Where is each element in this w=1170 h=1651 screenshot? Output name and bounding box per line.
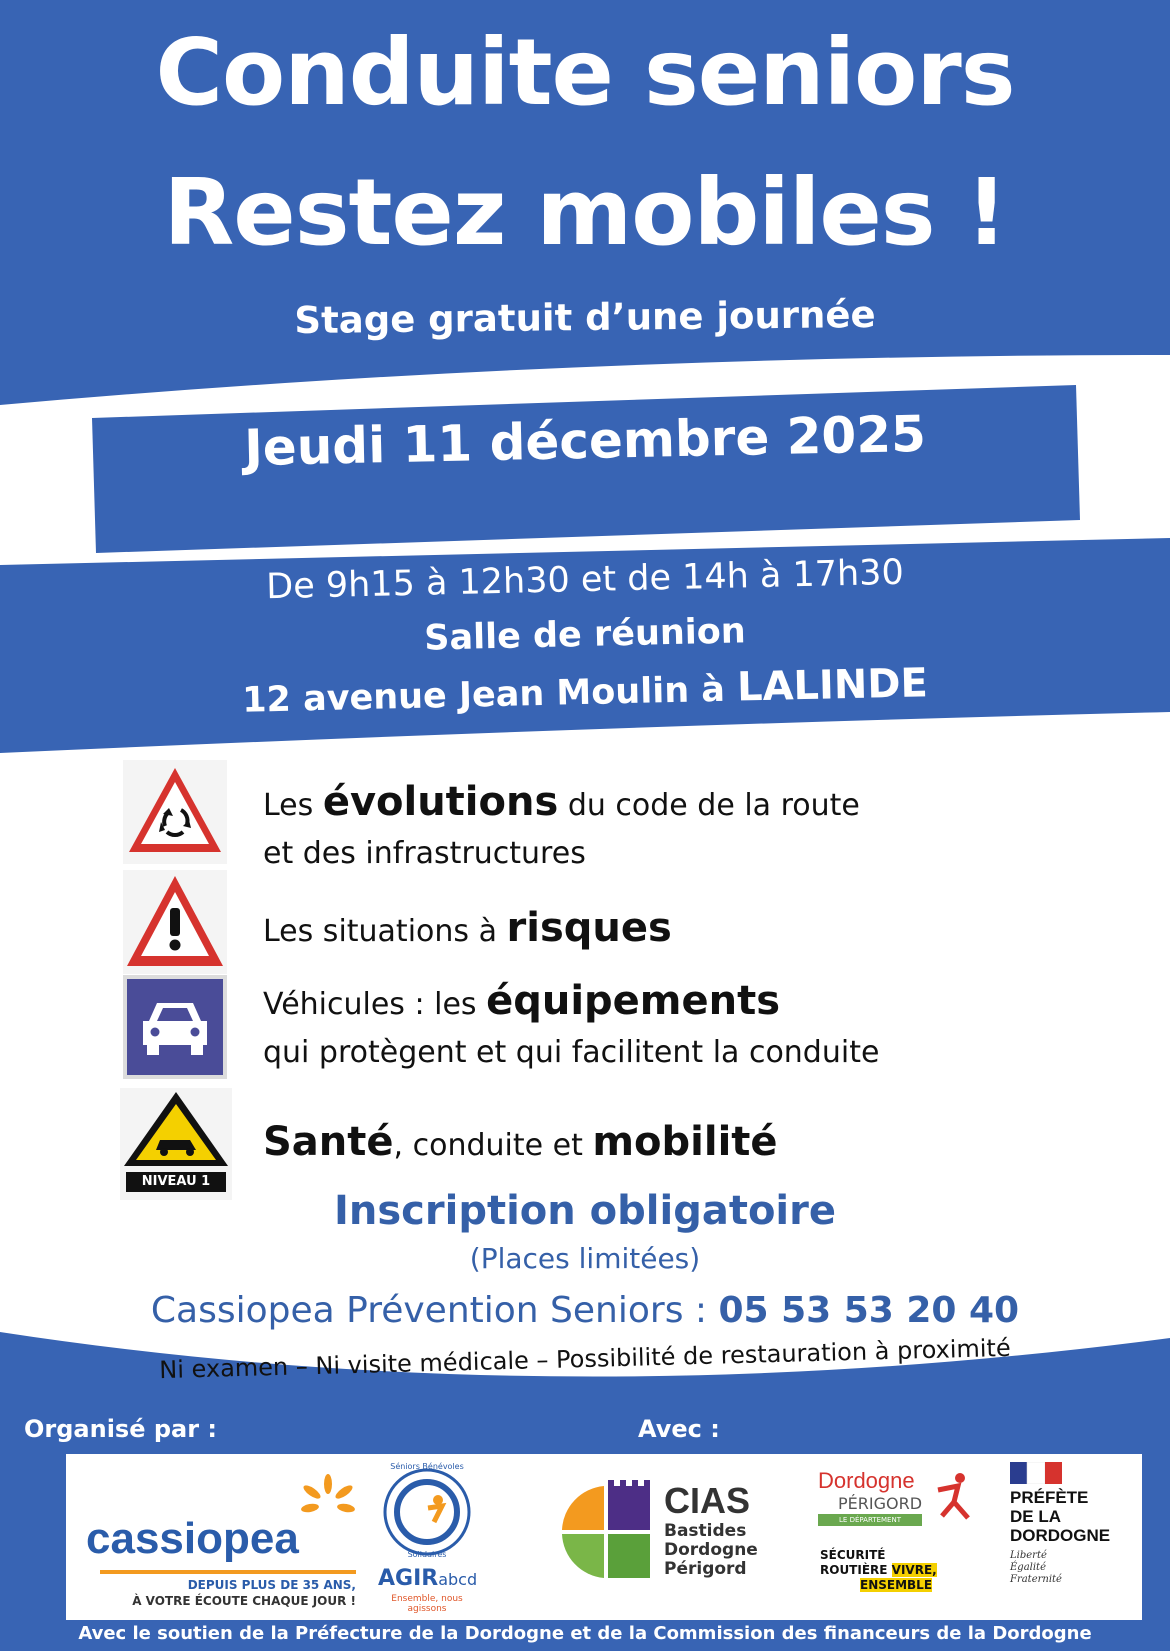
- limited-places: (Places limitées): [469, 1242, 701, 1275]
- niveau-label: NIVEAU 1: [126, 1172, 226, 1192]
- republic-motto: Liberté Égalité Fraternité: [1010, 1550, 1062, 1585]
- partner-logos: [66, 1454, 1142, 1620]
- contact-phone: 05 53 53 20 40: [718, 1290, 1020, 1331]
- agir-ring-bottom: Solidaires: [407, 1550, 447, 1559]
- with-label: Avec :: [638, 1415, 720, 1443]
- cassiopea-underline: [100, 1570, 356, 1574]
- footer-support: Avec le soutien de la Préfecture de la Dordogne et de la Commission des financeurs de la Dordogne: [78, 1623, 1092, 1644]
- contact-name: Cassiopea Prévention Seniors :: [150, 1290, 719, 1331]
- dordogne-wordmark: Dordogne: [818, 1468, 915, 1493]
- agir-ring-icon: [372, 1462, 482, 1562]
- topic-2-keyword: risques: [506, 905, 672, 951]
- agir-wordmark: AGIRabcd: [378, 1566, 478, 1591]
- notes: Ni examen – Ni visite médicale – Possibilité de restauration à proximité: [158, 1333, 1012, 1385]
- registration-heading: Inscription obligatoire: [334, 1188, 836, 1234]
- topic-1-keyword: évolutions: [322, 779, 559, 825]
- perigord-wordmark: PÉRIGORD: [838, 1494, 923, 1513]
- car-sign-icon: [123, 975, 227, 1079]
- cias-subtitle: Bastides Dordogne Périgord: [664, 1521, 758, 1579]
- danger-sign-icon: [123, 870, 227, 974]
- departement-band: LE DÉPARTEMENT: [818, 1514, 922, 1526]
- title-line-1: Conduite seniors: [155, 19, 1015, 126]
- cias-title: CIAS: [664, 1480, 751, 1521]
- roundabout-sign-icon: [123, 760, 227, 864]
- sun-icon: [300, 1474, 356, 1530]
- cias-logo: [552, 1480, 772, 1600]
- title-line-2: Restez mobiles !: [163, 159, 1007, 266]
- topic-2: Les situations à risques: [263, 905, 672, 951]
- topic-3: Véhicules : les équipements qui protègent et qui facilitent la conduite: [263, 978, 880, 1070]
- prefete-logo: [1010, 1462, 1140, 1612]
- cias-emblem-icon: [552, 1480, 662, 1582]
- car-warning-icon: [120, 1088, 232, 1170]
- topic-4-keyword: Santé: [263, 1119, 394, 1165]
- cassiopea-tagline-1: DEPUIS PLUS DE 35 ANS,: [187, 1578, 356, 1592]
- dordogne-logo: [818, 1468, 978, 1618]
- address-city: LALINDE: [736, 660, 929, 711]
- event-room: Salle de réunion: [423, 611, 747, 659]
- agir-logo: [372, 1462, 482, 1612]
- agir-ring-top: Séniors Bénévoles: [390, 1462, 464, 1471]
- niveau-1-sign: [120, 1088, 232, 1200]
- event-hours: De 9h15 à 12h30 et de 14h à 17h30: [265, 552, 905, 608]
- event-date: Jeudi 11 décembre 2025: [243, 404, 927, 478]
- cassiopea-wordmark: cassiopea: [86, 1514, 299, 1563]
- topic-4-keyword-2: mobilité: [592, 1119, 778, 1165]
- contact-line: [0, 1290, 1170, 1331]
- topic-3-keyword: équipements: [486, 978, 781, 1024]
- subtitle: Stage gratuit d’une journée: [294, 292, 876, 343]
- agir-tagline: Ensemble, nous agissons: [391, 1594, 463, 1614]
- prefete-title: PRÉFÈTE DE LA DORDOGNE: [1010, 1488, 1111, 1545]
- marianne-flag-icon: [1010, 1462, 1062, 1484]
- cassiopea-logo: [86, 1474, 356, 1608]
- runner-icon: [934, 1472, 976, 1524]
- topic-4: Santé, conduite et mobilité: [263, 1119, 778, 1165]
- topic-1: Les évolutions du code de la route et des infrastructures: [263, 779, 860, 871]
- cassiopea-tagline-2: À VOTRE ÉCOUTE CHAQUE JOUR !: [132, 1594, 356, 1608]
- securite-routiere-text: SÉCURITÉ ROUTIÈRE VIVRE, ENSEMBLE: [820, 1548, 937, 1592]
- organised-by-label: Organisé par :: [24, 1415, 218, 1443]
- address-prefix: 12 avenue Jean Moulin à: [241, 669, 738, 721]
